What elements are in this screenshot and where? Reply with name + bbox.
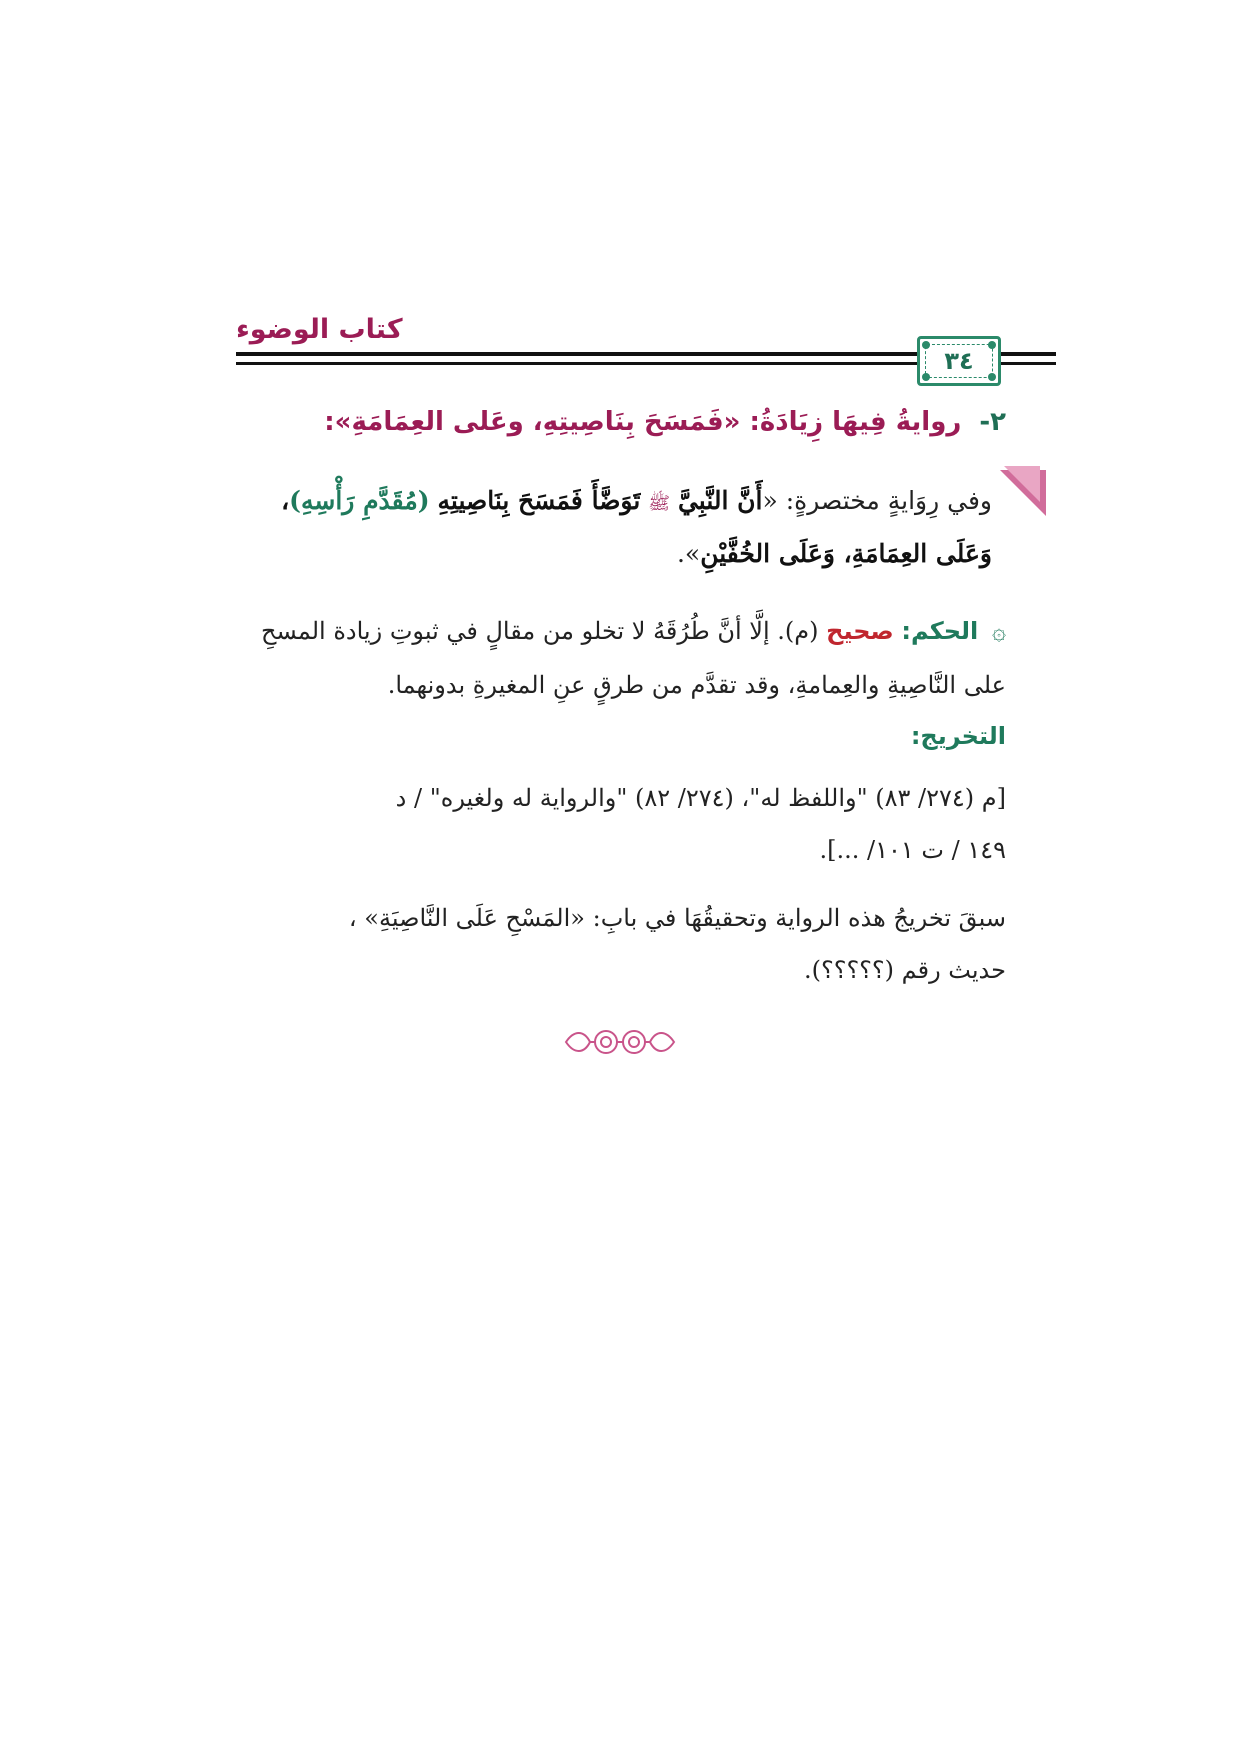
quote-text: أَنَّ النَّبِيَّ — [677, 486, 763, 515]
section-heading — [236, 402, 1006, 442]
salutation-glyph: ﷺ — [648, 493, 671, 514]
ruling-paragraph — [236, 604, 1006, 712]
hadith-quote — [220, 476, 1010, 579]
running-title: كتاب الوضوء — [236, 314, 403, 345]
quote-punct: ، — [281, 486, 290, 515]
badge-corner-ornament — [988, 341, 996, 349]
badge-corner-ornament — [922, 341, 930, 349]
takhrij-line-1: [م (٢٧٤/ ٨٣) "واللفظ له"، (٢٧٤/ ٨٢) "والرواية له ولغيره" / د — [395, 784, 1006, 812]
ruling-grade: صحيح — [826, 617, 894, 645]
page-number-badge — [917, 336, 1001, 386]
rosette-icon: ۞ — [991, 617, 1006, 645]
page-number: ٣٤ — [944, 347, 974, 375]
quote-lead: وفي رِوَايةٍ مختصرةٍ: « — [762, 486, 992, 515]
quote-line-1 — [220, 476, 992, 529]
see-also-line-2: حديث رقم (؟؟؟؟؟). — [803, 956, 1006, 984]
see-also-line-1: سبقَ تخريجُ هذه الرواية وتحقيقُهَا في بابِ: «المَسْحِ عَلَى النَّاصِيَةِ» ، — [348, 904, 1006, 932]
quote-explanation: (مُقَدَّمِ رَأْسِهِ) — [289, 486, 430, 515]
quote-punct: ». — [676, 539, 701, 568]
quote-text: تَوَضَّأَ فَمَسَحَ بِنَاصِيتِهِ — [437, 486, 641, 515]
takhrij-sources — [236, 772, 1006, 876]
quote-text: وَعَلَى العِمَامَةِ، وَعَلَى الخُفَّيْنِ — [700, 539, 992, 568]
quote-line-2 — [220, 529, 992, 579]
header-rule-right — [1010, 352, 1056, 356]
takhrij-line-2: ١٤٩ / ت ١٠١/ ...]. — [819, 836, 1006, 864]
see-also-paragraph — [236, 892, 1006, 996]
ruling-text: (م). إلَّا أنَّ طُرُقَهُ لا تخلو من مقالٍ في ثبوتِ زيادة المسحِ على النَّاصِيةِ والعِمامةِ، وقد تقدَّم من طرقٍ عنِ المغيرةِ بدونهما. — [260, 617, 1006, 699]
section-title: روايةُ فِيهَا زِيَادَةُ: «فَمَسَحَ بِنَاصِيتِهِ، وعَلى العِمَامَةِ»: — [324, 407, 962, 437]
section-end-ornament-icon — [560, 1022, 680, 1062]
section-number: ٢- — [979, 407, 1006, 437]
takhrij-label: التخريج: — [910, 722, 1006, 750]
badge-corner-ornament — [922, 373, 930, 381]
ruling-label: الحكم: — [901, 617, 979, 645]
badge-corner-ornament — [988, 373, 996, 381]
